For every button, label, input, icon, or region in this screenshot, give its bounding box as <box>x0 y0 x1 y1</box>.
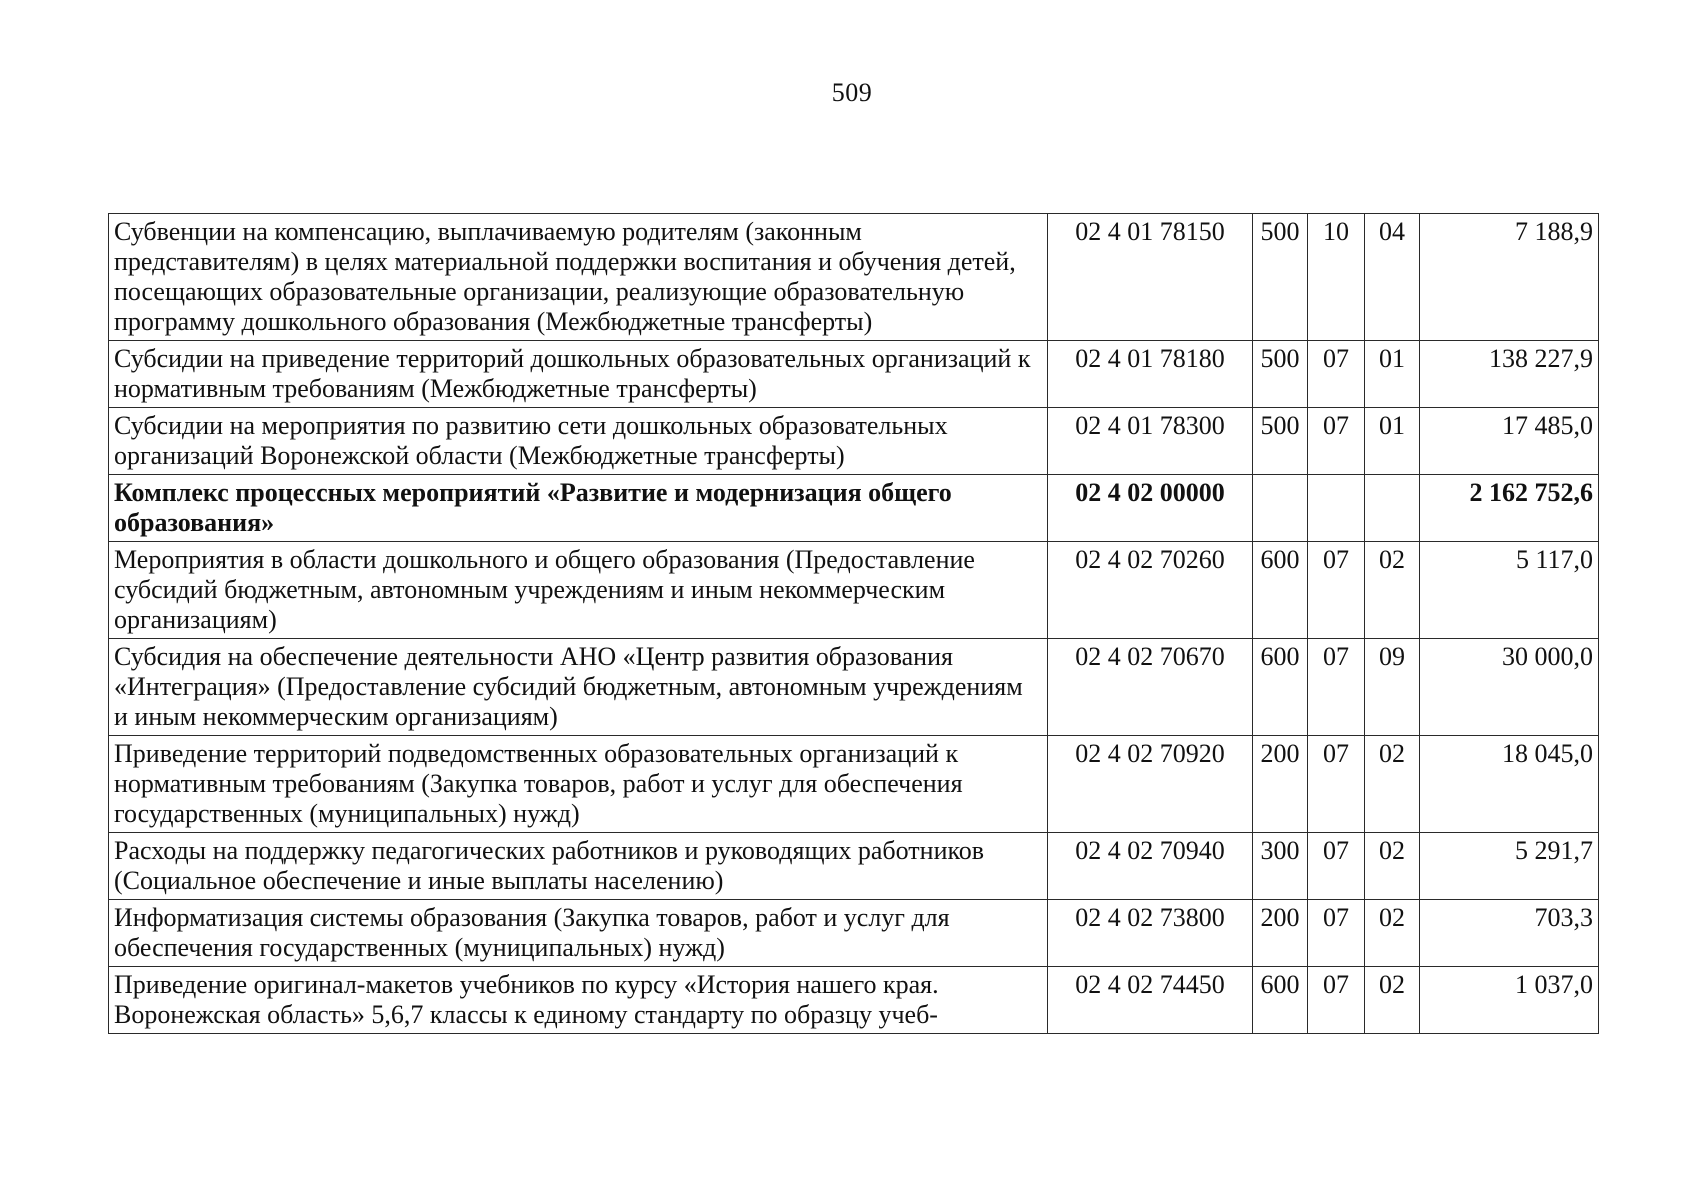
expense-type-code: 500 <box>1253 341 1308 408</box>
target-article-code: 02 4 01 78300 <box>1048 408 1253 475</box>
expense-type-code: 200 <box>1253 736 1308 833</box>
section-code: 07 <box>1308 542 1365 639</box>
row-description: Расходы на поддержку педагогических работников и руководящих работников (Социальное обеспечение и иные выплаты населению) <box>109 833 1048 900</box>
table-row <box>109 736 1599 833</box>
row-description: Приведение территорий подведомственных образовательных организаций к нормативным требованиям (Закупка товаров, работ и услуг для обеспечения государственных (муниципальных) нужд) <box>109 736 1048 833</box>
row-description: Субвенции на компенсацию, выплачиваемую родителям (законным представителям) в целях материальной поддержки воспитания и обучения детей, посещающих образовательные организации, реализующие образовательную программу дошкольного образования (Межбюджетные трансферты) <box>109 214 1048 341</box>
amount-value: 7 188,9 <box>1420 214 1599 341</box>
target-article-code: 02 4 02 70920 <box>1048 736 1253 833</box>
budget-table-body <box>109 214 1599 1034</box>
target-article-code: 02 4 02 70260 <box>1048 542 1253 639</box>
table-row <box>109 967 1599 1034</box>
amount-value: 1 037,0 <box>1420 967 1599 1034</box>
table-row <box>109 639 1599 736</box>
amount-value: 18 045,0 <box>1420 736 1599 833</box>
amount-value: 703,3 <box>1420 900 1599 967</box>
subsection-code: 02 <box>1365 833 1420 900</box>
section-code: 07 <box>1308 408 1365 475</box>
expense-type-code: 600 <box>1253 542 1308 639</box>
expense-type-code: 600 <box>1253 967 1308 1034</box>
target-article-code: 02 4 02 73800 <box>1048 900 1253 967</box>
amount-value: 30 000,0 <box>1420 639 1599 736</box>
amount-value: 138 227,9 <box>1420 341 1599 408</box>
row-description: Приведение оригинал-макетов учебников по курсу «История нашего края. Воронежская область» 5,6,7 классы к единому стандарту по образцу учеб- <box>109 967 1048 1034</box>
target-article-code: 02 4 02 00000 <box>1048 475 1253 542</box>
amount-value: 5 117,0 <box>1420 542 1599 639</box>
section-code <box>1308 475 1365 542</box>
page-number: 509 <box>831 78 873 107</box>
section-code: 07 <box>1308 341 1365 408</box>
subsection-code: 09 <box>1365 639 1420 736</box>
expense-type-code: 600 <box>1253 639 1308 736</box>
subsection-code: 01 <box>1365 408 1420 475</box>
row-description: Мероприятия в области дошкольного и общего образования (Предоставление субсидий бюджетным, автономным учреждениям и иным некоммерческим организациям) <box>109 542 1048 639</box>
amount-value: 5 291,7 <box>1420 833 1599 900</box>
table-row <box>109 408 1599 475</box>
section-code: 07 <box>1308 736 1365 833</box>
row-description: Информатизация системы образования (Закупка товаров, работ и услуг для обеспечения государственных (муниципальных) нужд) <box>109 900 1048 967</box>
expense-type-code: 500 <box>1253 214 1308 341</box>
table-row <box>109 833 1599 900</box>
subsection-code: 02 <box>1365 967 1420 1034</box>
subsection-code: 02 <box>1365 542 1420 639</box>
target-article-code: 02 4 01 78150 <box>1048 214 1253 341</box>
section-code: 07 <box>1308 967 1365 1034</box>
table-row <box>109 475 1599 542</box>
subsection-code: 02 <box>1365 900 1420 967</box>
section-code: 10 <box>1308 214 1365 341</box>
section-code: 07 <box>1308 900 1365 967</box>
table-row <box>109 900 1599 967</box>
section-code: 07 <box>1308 833 1365 900</box>
expense-type-code: 500 <box>1253 408 1308 475</box>
subsection-code: 01 <box>1365 341 1420 408</box>
row-description: Субсидии на приведение территорий дошкольных образовательных организаций к нормативным требованиям (Межбюджетные трансферты) <box>109 341 1048 408</box>
budget-table <box>108 213 1599 1034</box>
target-article-code: 02 4 01 78180 <box>1048 341 1253 408</box>
subsection-code <box>1365 475 1420 542</box>
target-article-code: 02 4 02 74450 <box>1048 967 1253 1034</box>
table-row <box>109 542 1599 639</box>
table-row <box>109 341 1599 408</box>
table-row <box>109 214 1599 341</box>
row-description: Субсидии на мероприятия по развитию сети дошкольных образовательных организаций Воронежской области (Межбюджетные трансферты) <box>109 408 1048 475</box>
row-description: Комплекс процессных мероприятий «Развитие и модернизация общего образования» <box>109 475 1048 542</box>
expense-type-code <box>1253 475 1308 542</box>
expense-type-code: 300 <box>1253 833 1308 900</box>
row-description: Субсидия на обеспечение деятельности АНО «Центр развития образования «Интеграция» (Предоставление субсидий бюджетным, автономным учреждениям и иным некоммерческим организациям) <box>109 639 1048 736</box>
target-article-code: 02 4 02 70670 <box>1048 639 1253 736</box>
amount-value: 2 162 752,6 <box>1420 475 1599 542</box>
subsection-code: 02 <box>1365 736 1420 833</box>
subsection-code: 04 <box>1365 214 1420 341</box>
section-code: 07 <box>1308 639 1365 736</box>
target-article-code: 02 4 02 70940 <box>1048 833 1253 900</box>
expense-type-code: 200 <box>1253 900 1308 967</box>
amount-value: 17 485,0 <box>1420 408 1599 475</box>
